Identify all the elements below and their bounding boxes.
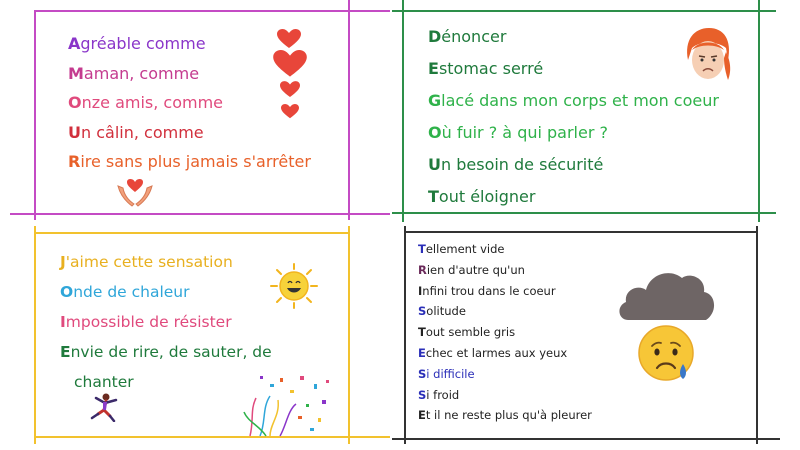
amour-line-initial: U <box>68 122 81 142</box>
tristesse-line-initial: E <box>418 408 426 423</box>
degout-line-text: énoncer <box>441 27 507 46</box>
degout-frame-left <box>402 0 404 222</box>
tristesse-frame-right <box>756 226 758 444</box>
degout-frame-top <box>392 10 776 12</box>
tristesse-line <box>418 410 592 431</box>
amour-line-initial: R <box>68 152 81 171</box>
joie-line <box>60 255 272 285</box>
tristesse-line-initial: E <box>418 345 426 360</box>
joie-line-initial: O <box>60 283 74 301</box>
degout-line-text: stomac serré <box>438 59 544 78</box>
amour-line-initial: A <box>68 34 81 53</box>
tristesse-line-text: i froid <box>426 387 460 402</box>
tristesse-line-text: ellement vide <box>425 242 505 256</box>
tristesse-line <box>418 262 592 286</box>
joie-line-text: nvie de rire, de sauter, de <box>70 343 272 361</box>
amour-frame-bottom <box>10 213 390 215</box>
joie-line <box>60 315 272 345</box>
joie-frame-bottom <box>34 436 390 438</box>
heart-icon <box>281 104 299 119</box>
amour-line-text: nze amis, comme <box>81 93 224 112</box>
confetti-icon <box>240 370 335 438</box>
degout-line-text: out éloigner <box>438 187 536 206</box>
tristesse-line <box>418 283 592 307</box>
joie-line-text: 'aime cette sensation <box>65 253 233 271</box>
degout-line <box>428 93 719 125</box>
amour-frame-top <box>34 10 390 12</box>
amour-line-initial: O <box>68 93 82 112</box>
degout-frame-right <box>758 0 760 222</box>
heart-icon <box>273 50 307 78</box>
amour-frame-left <box>34 10 36 220</box>
amour-line-initial: M <box>68 63 84 83</box>
amour-line-text: gréable comme <box>80 34 206 53</box>
joie-frame-top <box>34 232 349 234</box>
degout-line-initial: D <box>428 27 442 46</box>
tristesse-line <box>418 327 592 348</box>
smiling-sun-icon <box>268 262 320 310</box>
tristesse-line-initial: S <box>418 387 427 402</box>
tristesse-line-text: i difficile <box>426 366 475 381</box>
tristesse-line-initial: S <box>418 304 427 319</box>
degout-line-text: lacé dans mon corps et mon coeur <box>441 91 719 110</box>
tristesse-line-initial: T <box>418 242 426 256</box>
tristesse-line-text: t il ne reste plus qu'à pleurer <box>425 408 592 423</box>
joie-line-text: mpossible de résister <box>65 313 232 331</box>
tristesse-frame-top <box>404 231 756 233</box>
storm-cloud-icon <box>616 266 718 322</box>
tristesse-poem <box>418 244 592 431</box>
joie-line-initial: E <box>60 343 71 361</box>
joie-line-initial: J <box>60 253 66 271</box>
sad-girl-face-icon <box>682 26 734 84</box>
degout-line-initial: U <box>428 155 441 174</box>
tristesse-line-text: nfini trou dans le coeur <box>422 283 556 298</box>
degout-line-text: n besoin de sécurité <box>441 155 604 174</box>
tristesse-frame-bottom <box>392 438 780 440</box>
degout-line-initial: E <box>428 59 439 78</box>
tristesse-frame-left <box>404 226 406 444</box>
degout-line <box>428 189 719 221</box>
degout-line <box>428 157 719 189</box>
tristesse-line-text: olitude <box>426 304 466 319</box>
degout-line <box>428 61 719 93</box>
amour-line <box>68 95 311 125</box>
crying-face-icon <box>637 324 699 386</box>
degout-line-initial: G <box>428 91 442 110</box>
degout-poem <box>428 29 719 221</box>
jumping-person-icon <box>84 392 124 422</box>
amour-line <box>68 122 311 155</box>
tristesse-line <box>418 244 592 265</box>
amour-line-text: n câlin, comme <box>81 122 204 142</box>
heart-icon <box>277 29 301 49</box>
joie-line <box>60 285 272 315</box>
joie-line-text: chanter <box>74 373 134 391</box>
amour-line <box>68 154 311 184</box>
joie-frame-left <box>34 226 36 444</box>
heart-hands-icon <box>114 176 156 210</box>
tristesse-line <box>418 345 592 369</box>
tristesse-line-initial: S <box>418 366 427 381</box>
tristesse-line <box>418 306 592 327</box>
degout-line-initial: T <box>428 187 439 206</box>
degout-line <box>428 125 719 157</box>
heart-icon <box>280 81 300 98</box>
tristesse-line-text: out semble gris <box>425 325 516 340</box>
tristesse-line <box>418 366 592 390</box>
amour-line-text: aman, comme <box>83 63 200 83</box>
tristesse-line-text: chec et larmes aux yeux <box>425 345 568 360</box>
joie-line-text: nde de chaleur <box>73 283 190 301</box>
tristesse-line-initial: I <box>418 283 423 298</box>
degout-line-initial: O <box>428 123 442 142</box>
tristesse-line <box>418 387 592 411</box>
joie-frame-right <box>348 226 350 444</box>
amour-line-text: ire sans plus jamais s'arrêter <box>80 152 311 171</box>
degout-line <box>428 29 719 61</box>
amour-frame-right <box>348 0 350 220</box>
tristesse-line-initial: R <box>418 262 427 277</box>
tristesse-line-text: ien d'autre qu'un <box>426 262 525 277</box>
tristesse-line-initial: T <box>418 325 426 340</box>
joie-line-initial: I <box>60 313 66 331</box>
degout-line-text: ù fuir ? à qui parler ? <box>441 123 608 142</box>
